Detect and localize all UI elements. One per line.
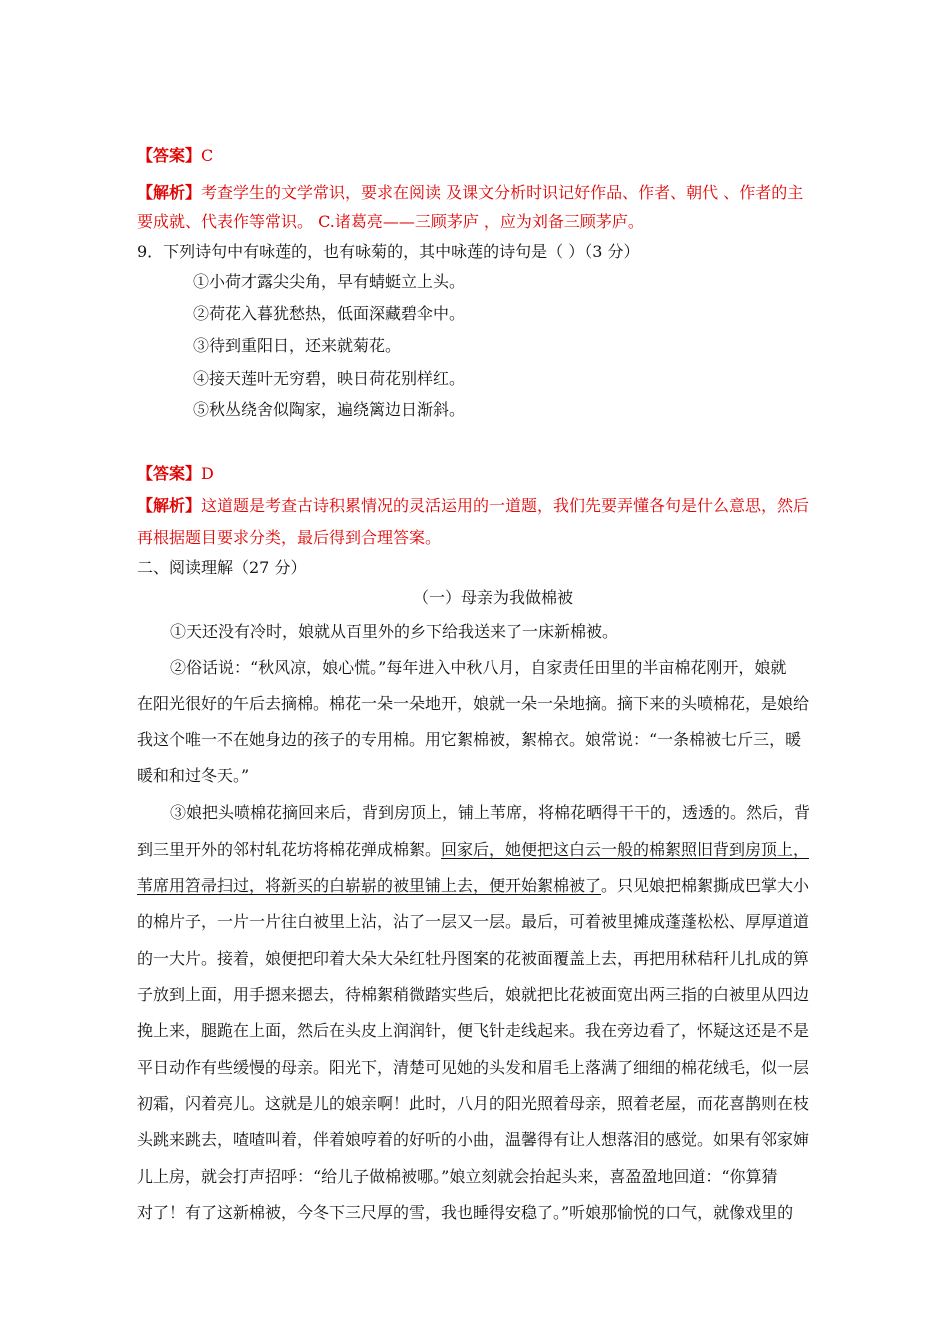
underlined-sentence: 回家后，她便把这白云一般的棉絮照旧背到房顶上， bbox=[441, 840, 810, 859]
q9-answer bbox=[137, 464, 849, 484]
q9-stem: 9．下列诗句中有咏莲的，也有咏菊的，其中咏莲的诗句是（ ）（3 分） bbox=[137, 242, 640, 261]
paragraph-3-line-2 bbox=[137, 840, 849, 860]
q9-poem-line-2: ②荷花入暮犹愁热，低面深藏碧伞中。 bbox=[193, 304, 466, 323]
paragraph-3-line-4: 的棉片子，一片一片往白被里上沾，沾了一层又一层。最后，可着被里摊成蓬蓬松松、厚厚道道 bbox=[137, 912, 810, 931]
paragraph-2-line-2: 在阳光很好的午后去摘棉。棉花一朵一朵地开，娘就一朵一朵地摘。摘下来的头喷棉花，是娘给 bbox=[137, 694, 810, 713]
paragraph-3-text: 到三里开外的邻村轧花坊将棉花弹成棉絮。 bbox=[137, 840, 442, 859]
q8-analysis-line-2: 要成就、代表作等常识。 C.诸葛亮——三顾茅庐 ，应为刘备三顾茅庐。 bbox=[137, 212, 644, 231]
q9-poem-line-3: ③待到重阳日，还来就菊花。 bbox=[193, 336, 402, 355]
paragraph-3-line-12: 对了！有了这新棉被，今冬下三尺厚的雪，我也睡得安稳了。”听娘那愉悦的口气，就像戏里的 bbox=[137, 1203, 794, 1222]
paragraph-3-line-9: 初霜，闪着亮儿。这就是儿的娘亲啊！此时，八月的阳光照着母亲，照着老屋，而花喜鹊则在枝 bbox=[137, 1094, 810, 1113]
paragraph-3-line-3 bbox=[137, 876, 849, 896]
paragraph-1: ①天还没有冷时，娘就从百里外的乡下给我送来了一床新棉被。 bbox=[170, 622, 619, 641]
q9-poem-line-4: ④接天莲叶无穷碧，映日荷花别样红。 bbox=[193, 369, 466, 388]
paragraph-2-line-3: 我这个唯一不在她身边的孩子的专用棉。用它絮棉被，絮棉衣。娘常说：“一条棉被七斤三，暖 bbox=[137, 730, 802, 749]
paragraph-3-line-10: 头跳来跳去，喳喳叫着，伴着娘哼着的好听的小曲，温馨得有让人想落泪的感觉。如果有邻家婶 bbox=[137, 1130, 810, 1149]
q8-analysis-line-1 bbox=[137, 183, 849, 203]
q9-poem-line-1: ①小荷才露尖尖角，早有蜻蜓立上头。 bbox=[193, 272, 466, 291]
paragraph-3-line-5: 的一大片。接着，娘便把印着大朵大朵红牡丹图案的花被面覆盖上去，再把用秫秸秆儿扎成的箅 bbox=[137, 949, 810, 968]
analysis-text: 考查学生的文学常识，要求在阅读 及课文分析时识记好作品、作者、朝代 、作者的主 bbox=[201, 183, 804, 202]
paragraph-2-line-1: ②俗话说：“秋风凉，娘心慌。”每年进入中秋八月，自家责任田里的半亩棉花刚开，娘就 bbox=[170, 658, 787, 677]
analysis-tag: 【解析】 bbox=[137, 496, 202, 515]
paragraph-3-line-7: 挽上来，腿跪在上面，然后在头皮上润润针，便飞针走线起来。我在旁边看了，怀疑这还是不是 bbox=[137, 1021, 810, 1040]
answer-value: D bbox=[201, 464, 214, 483]
paragraph-3-line-11: 儿上房，就会打声招呼：“给儿子做棉被哪。”娘立刻就会抬起头来，喜盈盈地回道：“你算猜 bbox=[137, 1167, 778, 1186]
paragraph-2-line-4: 暖和和过冬天。” bbox=[137, 766, 250, 785]
q8-answer bbox=[137, 146, 849, 166]
paragraph-3-text: 。只见娘把棉絮撕成巴掌大小 bbox=[601, 876, 810, 895]
paragraph-3-line-6: 子放到上面，用手摁来摁去，待棉絮稍微踏实些后，娘就把比花被面宽出两三指的白被里从四边 bbox=[137, 985, 810, 1004]
answer-value: C bbox=[201, 146, 214, 165]
underlined-sentence: 苇席用笤帚扫过，将新买的白崭崭的被里铺上去，便开始絮棉被了 bbox=[137, 876, 602, 895]
paragraph-3-line-1: ③娘把头喷棉花摘回来后，背到房顶上，铺上苇席，将棉花晒得干干的，透透的。然后，背 bbox=[170, 803, 811, 822]
q9-analysis-line-1 bbox=[137, 496, 849, 516]
q9-poem-line-5: ⑤秋丛绕舍似陶家，遍绕篱边日渐斜。 bbox=[193, 400, 466, 419]
q9-analysis-line-2: 再根据题目要求分类，最后得到合理答案。 bbox=[137, 528, 442, 547]
passage-title: （一）母亲为我做棉被 bbox=[412, 588, 573, 607]
analysis-text: 这道题是考查古诗积累情况的灵活运用的一道题，我们先要弄懂各句是什么意思，然后 bbox=[201, 496, 810, 515]
section-heading: 二、阅读理解（27 分） bbox=[137, 558, 307, 577]
analysis-tag: 【解析】 bbox=[137, 183, 202, 202]
paragraph-3-line-8: 平日动作有些缓慢的母亲。阳光下，清楚可见她的头发和眉毛上落满了细细的棉花绒毛，似一层 bbox=[137, 1058, 810, 1077]
answer-tag: 【答案】 bbox=[137, 464, 202, 483]
answer-tag: 【答案】 bbox=[137, 146, 202, 165]
